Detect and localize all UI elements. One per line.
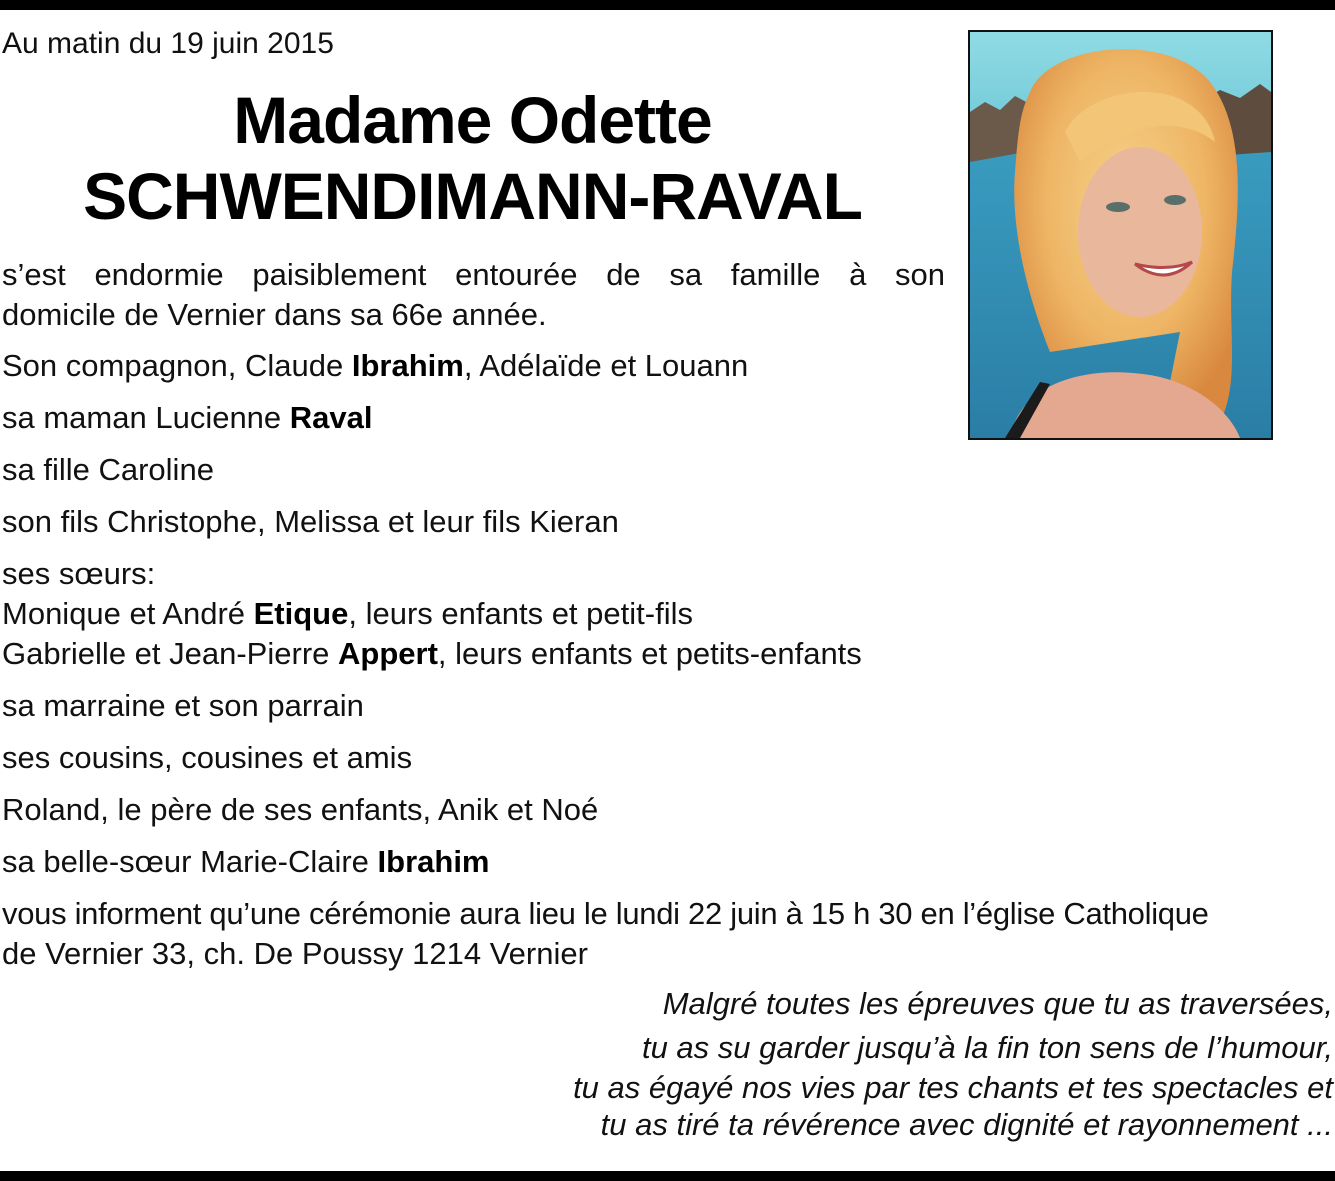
sister-line-1: Monique et André Etique, leurs enfants et petit-fils <box>2 596 693 631</box>
poem-line-2: tu as su garder jusqu’à la fin ton sens de l’humour, <box>641 1030 1333 1065</box>
bottom-border-rule <box>0 1171 1335 1181</box>
sister-in-law-line: sa belle-sœur Marie-Claire Ibrahim <box>2 844 490 879</box>
intro-line-1: s’est endormie paisiblement entourée de sa famille à son <box>2 257 945 292</box>
top-border-rule <box>0 0 1335 10</box>
eye-right <box>1164 195 1186 205</box>
poem-line-1: Malgré toutes les épreuves que tu as traversées, <box>662 986 1333 1021</box>
son-line: son fils Christophe, Melissa et leur fils Kieran <box>2 504 619 539</box>
sister-in-law-surname: Ibrahim <box>377 844 490 879</box>
poem-line-4: tu as tiré ta révérence avec dignité et rayonnement ... <box>600 1107 1333 1142</box>
mother-line: sa maman Lucienne Raval <box>2 400 373 435</box>
deceased-name-line1: Madame Odette <box>233 83 712 157</box>
companion-line: Son compagnon, Claude Ibrahim, Adélaïde et Louann <box>2 348 749 383</box>
portrait-illustration <box>970 32 1271 438</box>
sister2-surname: Appert <box>338 636 438 671</box>
ceremony-line-2: de Vernier 33, ch. De Poussy 1214 Vernier <box>2 936 588 971</box>
daughter-line: sa fille Caroline <box>2 452 214 487</box>
cousins-line: ses cousins, cousines et amis <box>2 740 413 775</box>
mother-surname: Raval <box>289 400 373 435</box>
sister1-surname: Etique <box>253 596 349 631</box>
portrait-photo <box>968 30 1273 440</box>
date-line: Au matin du 19 juin 2015 <box>2 27 334 60</box>
intro-line-2: domicile de Vernier dans sa 66e année. <box>2 297 547 332</box>
sister-line-2: Gabrielle et Jean-Pierre Appert, leurs enfants et petits-enfants <box>2 636 862 671</box>
eye-left <box>1106 202 1130 212</box>
godparents-line: sa marraine et son parrain <box>2 688 364 723</box>
poem-line-3: tu as égayé nos vies par tes chants et tes spectacles et <box>573 1070 1333 1105</box>
roland-line: Roland, le père de ses enfants, Anik et Noé <box>2 792 599 827</box>
sisters-heading: ses sœurs: <box>2 556 156 591</box>
deceased-name-line2: SCHWENDIMANN-RAVAL <box>83 159 862 233</box>
companion-surname: Ibrahim <box>351 348 464 383</box>
face <box>1078 147 1202 317</box>
ceremony-line-1: vous informent qu’une cérémonie aura lieu le lundi 22 juin à 15 h 30 en l’église Catholique <box>2 896 1209 931</box>
